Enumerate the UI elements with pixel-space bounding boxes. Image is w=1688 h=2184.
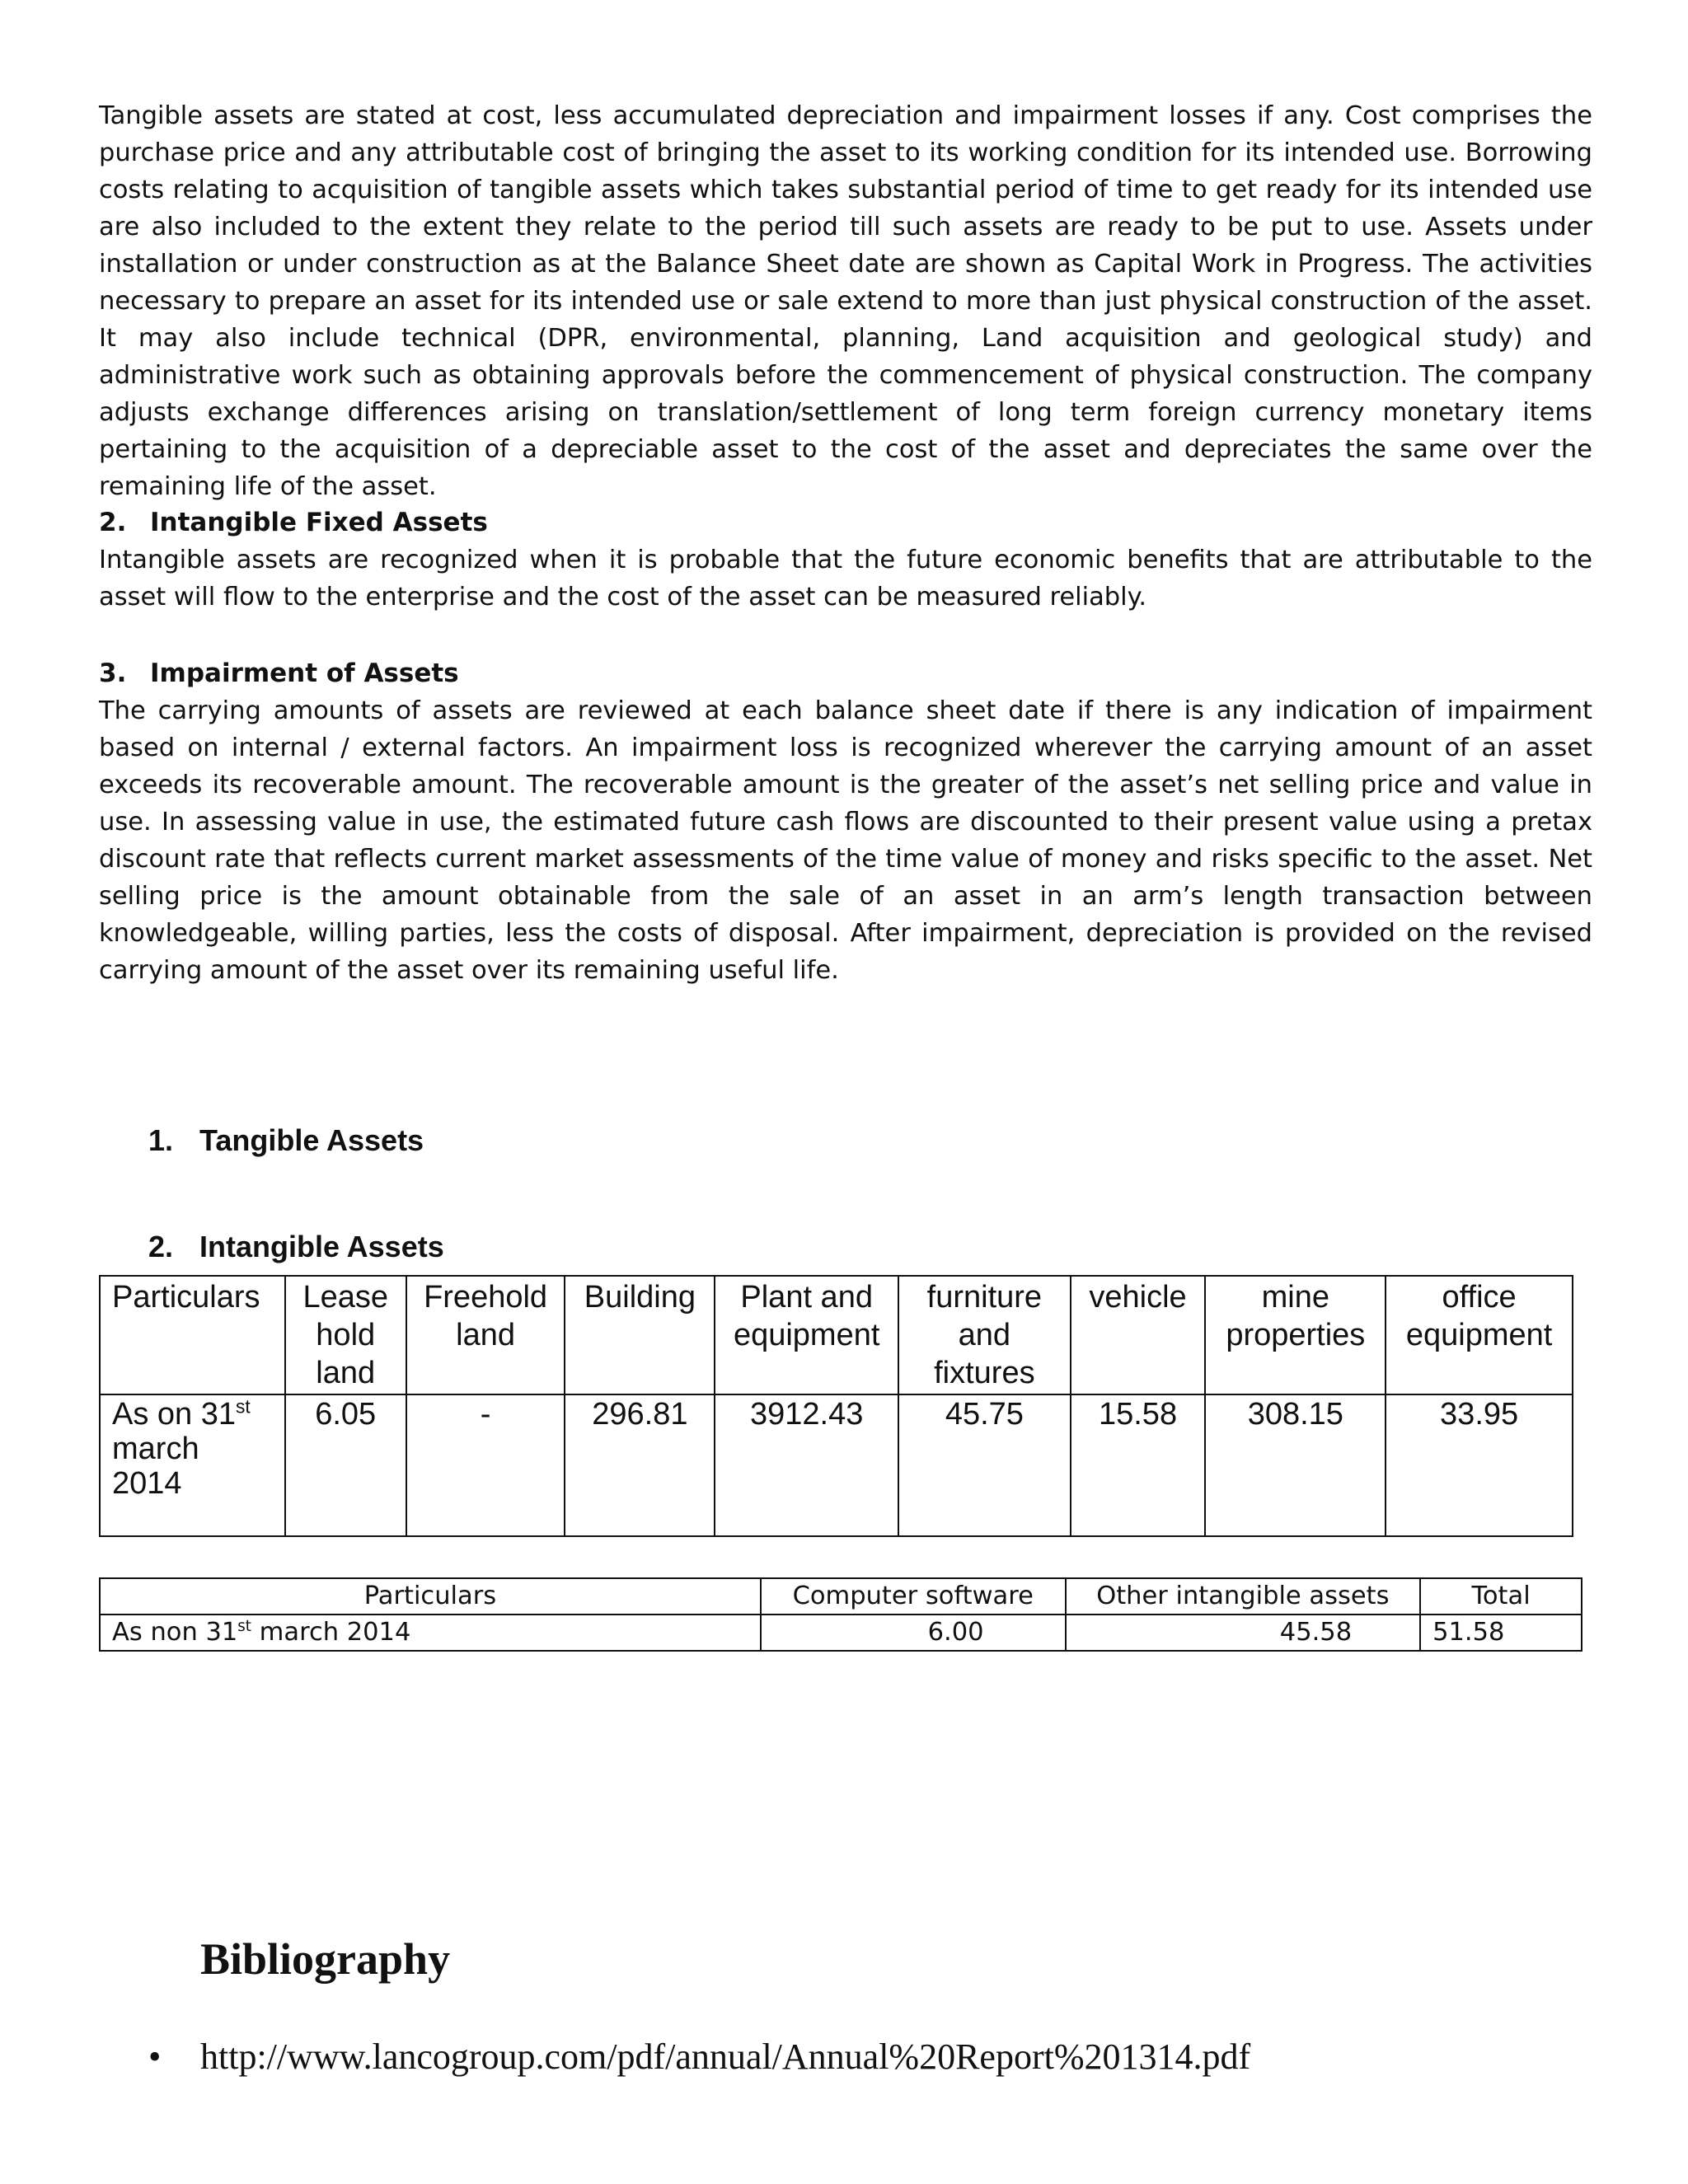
impairment-of-assets-heading (99, 655, 459, 692)
column-header: mine properties (1205, 1276, 1386, 1394)
column-header: Lease hold land (285, 1276, 406, 1394)
column-header: Computer software (761, 1578, 1066, 1615)
bullet-icon: • (148, 2036, 162, 2077)
heading-text: Intangible Fixed Assets (150, 508, 488, 537)
row-label: As on 31st march 2014 (100, 1394, 285, 1536)
column-header: Total (1420, 1578, 1582, 1615)
intangible-assets-table (99, 1577, 1582, 1652)
impairment-policy-paragraph: The carrying amounts of assets are reviewed at each balance sheet date if there is any indication of impairment based on internal / external factors. An impairment loss is recognized wherever the carrying amount of an asset exceeds its recoverable amount. The recoverable amount is the greater of the asset’s net selling price and value in use. In assessing value in use, the estimated future cash flows are discounted to their present value using a pretax discount rate that reflects current market assessments of the time value of money and risks specific to the asset. Net selling price is the amount obtainable from the sale of an asset in an arm’s length transaction between knowledgeable, willing parties, less the costs of disposal. After impairment, depreciation is provided on the revised carrying amount of the asset over its remaining useful life. (99, 696, 1592, 985)
intangible-assets-section-title (148, 1230, 444, 1264)
table-cell: 15.58 (1071, 1394, 1206, 1536)
column-header: vehicle (1071, 1276, 1206, 1394)
column-header: furniture and fixtures (898, 1276, 1071, 1394)
table-cell: 6.05 (285, 1394, 406, 1536)
table-cell: 45.75 (898, 1394, 1071, 1536)
table-cell: 308.15 (1205, 1394, 1386, 1536)
table-cell: - (406, 1394, 565, 1536)
tangible-assets-policy-paragraph: Tangible assets are stated at cost, less accumulated depreciation and impairment losses if any. Cost comprises the purchase price and any attributable cost of bringing the asset to its working condition for its intended use. Borrowing costs relating to acquisition of tangible assets which takes substantial period of time to get ready for its intended use are also included to the extent they relate to the period till such assets are ready to be put to use. Assets under installation or under construction as at the Balance Sheet date are shown as Capital Work in Progress. The activities necessary to prepare an asset for its intended use or sale extend to more than just physical construction of the asset. It may also include technical (DPR, environmental, planning, Land acquisition and geological study) and administrative work such as obtaining approvals before the commencement of physical construction. The company adjusts exchange differences arising on translation/settlement of long term foreign currency monetary items pertaining to the acquisition of a depreciable asset to the cost of the asset and depreciates the same over the remaining life of the asset. (99, 101, 1592, 501)
intangible-fixed-assets-heading (99, 504, 488, 541)
heading-text: Impairment of Assets (150, 658, 459, 688)
table-cell: 6.00 (761, 1615, 1066, 1651)
table-cell: 45.58 (1066, 1615, 1421, 1651)
table-cell: 33.95 (1386, 1394, 1573, 1536)
column-header: Plant and equipment (715, 1276, 898, 1394)
column-header: Particulars (100, 1276, 285, 1394)
heading-number: 2. (99, 508, 127, 537)
section-text: Tangible Assets (199, 1123, 424, 1157)
heading-number: 3. (99, 658, 127, 688)
column-header: Freehold land (406, 1276, 565, 1394)
table-cell: 3912.43 (715, 1394, 898, 1536)
bibliography-title: Bibliography (200, 1934, 451, 1984)
section-text: Intangible Assets (199, 1230, 444, 1263)
column-header: office equipment (1386, 1276, 1573, 1394)
bibliography-link[interactable]: http://www.lancogroup.com/pdf/annual/Annual%20Report%201314.pdf (200, 2036, 1251, 2077)
intangible-assets-policy-paragraph: Intangible assets are recognized when it is probable that the future economic benefits that are attributable to the asset will flow to the enterprise and the cost of the asset can be measured reliably. (99, 546, 1592, 612)
table-header-row (100, 1276, 1573, 1394)
section-number: 1. (148, 1123, 174, 1157)
tangible-assets-table (99, 1275, 1573, 1537)
bibliography-list-item (148, 2036, 1250, 2078)
tangible-assets-section-title (148, 1123, 424, 1158)
table-row (100, 1394, 1573, 1536)
section-number: 2. (148, 1230, 174, 1263)
table-row (100, 1615, 1582, 1651)
column-header: Particulars (100, 1578, 761, 1615)
table-cell: 51.58 (1420, 1615, 1582, 1651)
column-header: Building (565, 1276, 715, 1394)
column-header: Other intangible assets (1066, 1578, 1421, 1615)
table-cell: 296.81 (565, 1394, 715, 1536)
row-label: As non 31st march 2014 (100, 1615, 761, 1651)
table-header-row (100, 1578, 1582, 1615)
